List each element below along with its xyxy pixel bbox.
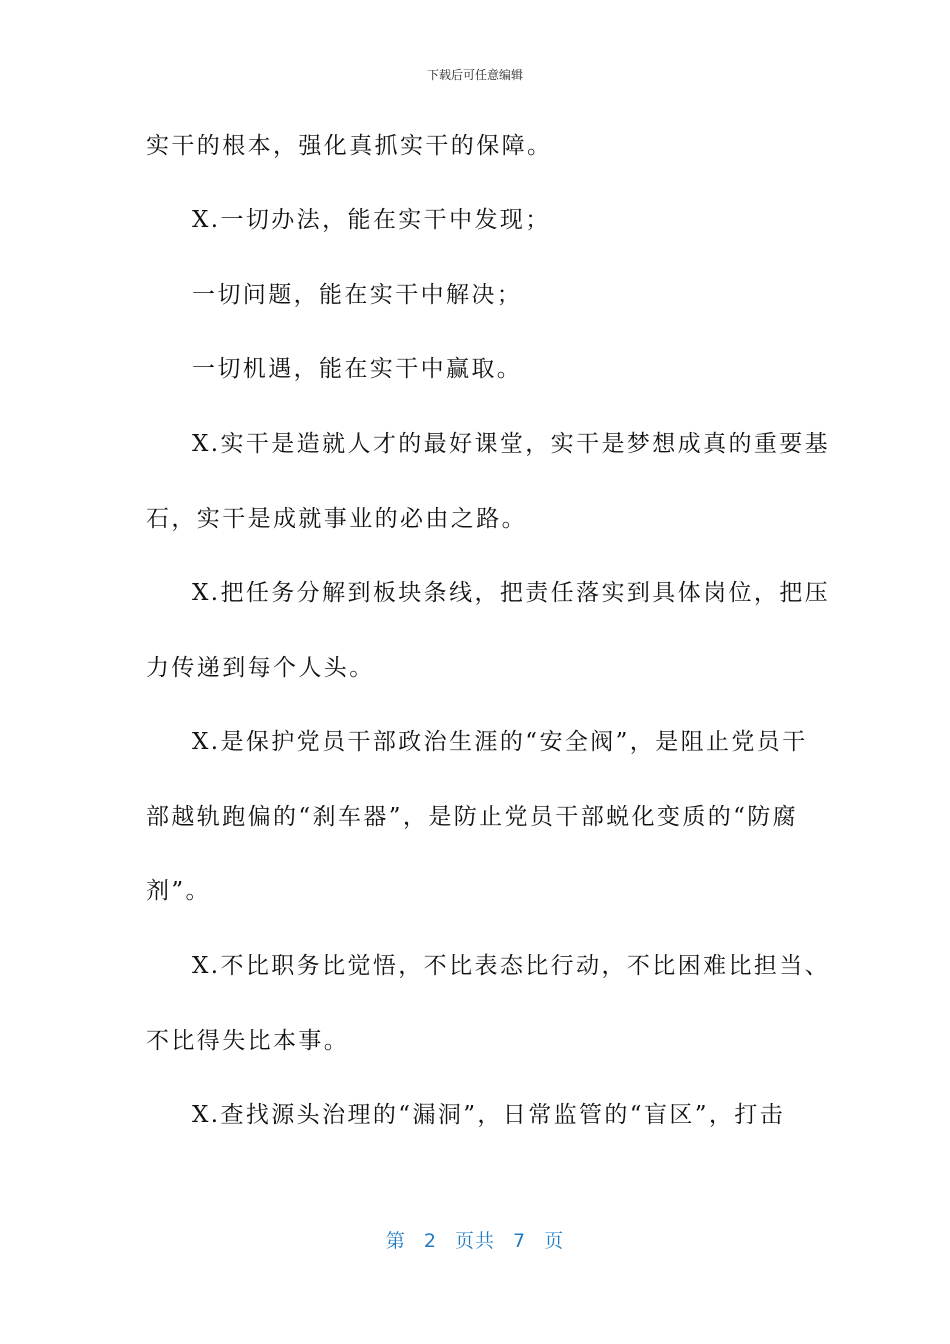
paragraph-line: X.是保护党员干部政治生涯的“安全阀”，是阻止党员干: [192, 729, 808, 755]
total-pages-number: 7: [513, 1230, 527, 1252]
paragraph-line: X.把任务分解到板块条线，把责任落实到具体岗位，把压: [192, 580, 831, 606]
page-header: 下载后可任意编辑: [426, 68, 523, 82]
paragraph-line: X.实干是造就人才的最好课堂，实干是梦想成真的重要基: [192, 431, 831, 457]
paragraph-line: X.一切办法，能在实干中发现；: [192, 207, 551, 233]
paragraph-line: X.查找源头治理的“漏洞”，日常监管的“盲区”，打击: [192, 1102, 786, 1128]
paragraph-line: 不比得失比本事。: [146, 1028, 350, 1054]
current-page-number: 2: [423, 1230, 437, 1252]
footer-suffix: 页: [544, 1230, 565, 1252]
paragraph-line: 实干的根本，强化真抓实干的保障。: [146, 133, 553, 159]
paragraph-line: 力传递到每个人头。: [146, 655, 375, 681]
page-footer: [0, 1226, 950, 1253]
paragraph-line: 部越轨跑偏的“刹车器”，是防止党员干部蜕化变质的“防腐: [146, 804, 799, 830]
footer-prefix: 第: [385, 1230, 406, 1252]
paragraph-line: 一切机遇，能在实干中赢取。: [192, 356, 523, 382]
paragraph-line: 剂”。: [146, 878, 211, 904]
footer-mid: 页共: [454, 1230, 495, 1252]
paragraph-line: 石，实干是成就事业的必由之路。: [146, 506, 527, 532]
paragraph-line: 一切问题，能在实干中解决；: [192, 282, 523, 308]
paragraph-line: X.不比职务比觉悟，不比表态比行动，不比困难比担当、: [192, 953, 831, 979]
